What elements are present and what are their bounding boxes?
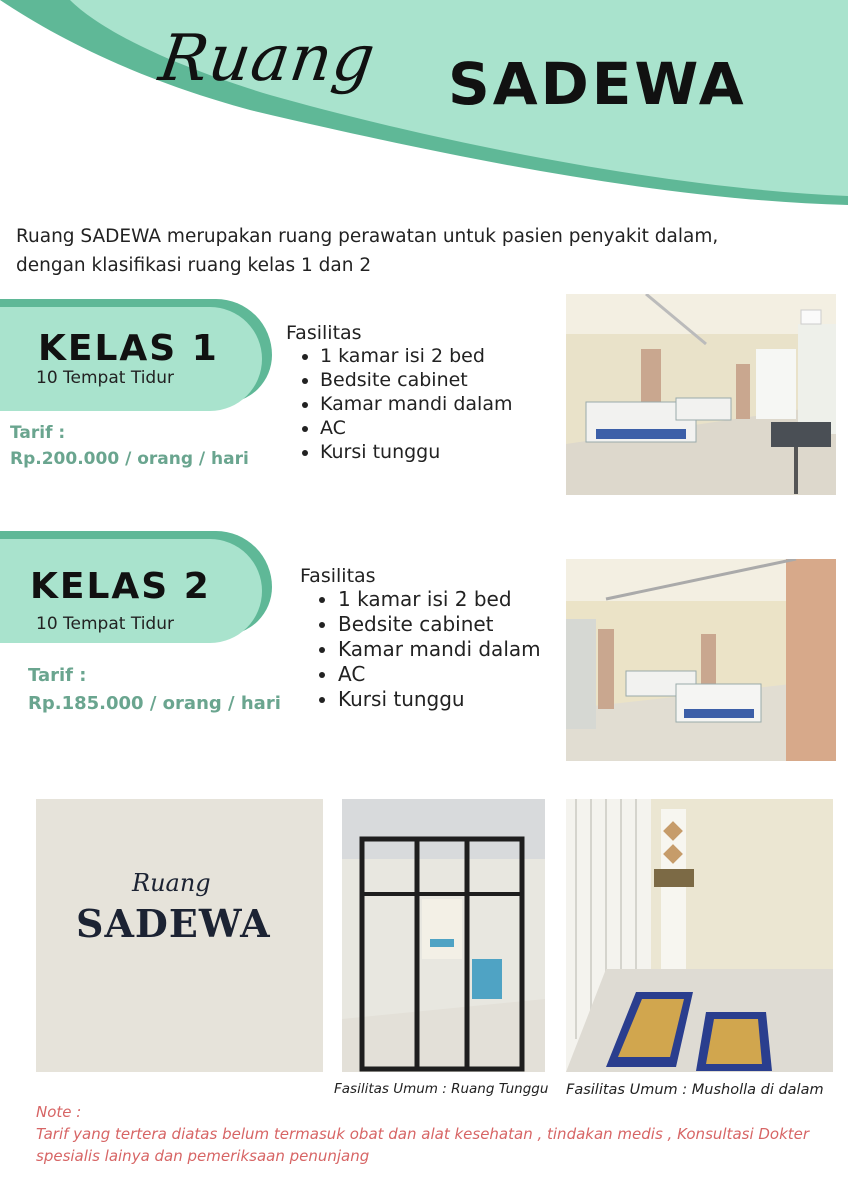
kelas1-title: KELAS 1 bbox=[38, 328, 219, 369]
list-item: • Kamar mandi dalam bbox=[338, 637, 541, 662]
intro-paragraph bbox=[16, 222, 816, 280]
kelas2-fasilitas bbox=[300, 565, 541, 712]
list-item: • Bedsite cabinet bbox=[338, 612, 541, 637]
note-section bbox=[36, 1101, 826, 1167]
musholla-photo bbox=[566, 799, 833, 1072]
sadewa-sign-photo bbox=[36, 799, 323, 1072]
kelas2-tarif-value: Rp.185.000 / orang / hari bbox=[28, 693, 281, 714]
kelas1-tarif-value: Rp.200.000 / orang / hari bbox=[10, 449, 249, 469]
kelas2-room-photo bbox=[566, 559, 836, 761]
list-item: • Kursi tunggu bbox=[338, 687, 541, 712]
kelas1-fasilitas-title: Fasilitas bbox=[286, 322, 362, 344]
kelas2-fasilitas-list bbox=[300, 587, 541, 712]
list-item: • AC bbox=[320, 416, 512, 440]
waiting-room-photo bbox=[342, 799, 545, 1072]
kelas1-tarif bbox=[10, 420, 249, 472]
kelas2-tarif bbox=[28, 662, 281, 718]
list-item: • Kamar mandi dalam bbox=[320, 392, 512, 416]
kelas2-tarif-label: Tarif : bbox=[28, 665, 87, 686]
caption-musholla: Fasilitas Umum : Musholla di dalam bbox=[566, 1082, 824, 1098]
kelas1-fasilitas-list bbox=[286, 344, 512, 464]
list-item: • Bedsite cabinet bbox=[320, 368, 512, 392]
sign-main-text: SADEWA bbox=[76, 901, 271, 946]
caption-waiting-room: Fasilitas Umum : Ruang Tunggu bbox=[334, 1081, 549, 1097]
note-text: Tarif yang tertera diatas belum termasuk obat dan alat kesehatan , tindakan medis , Konsultasi Dokter spesialis lainya dan pemeriksaan penunjang bbox=[36, 1125, 810, 1165]
header-main-title: SADEWA bbox=[448, 50, 747, 118]
list-item: • 1 kamar isi 2 bed bbox=[338, 587, 541, 612]
kelas2-title: KELAS 2 bbox=[30, 566, 211, 607]
kelas1-tarif-label: Tarif : bbox=[10, 423, 66, 443]
kelas1-fasilitas bbox=[286, 322, 512, 464]
kelas2-fasilitas-title: Fasilitas bbox=[300, 565, 376, 587]
kelas2-beds: 10 Tempat Tidur bbox=[36, 614, 174, 634]
intro-line-2: dengan klasifikasi ruang kelas 1 dan 2 bbox=[16, 255, 372, 276]
list-item: • 1 kamar isi 2 bed bbox=[320, 344, 512, 368]
intro-line-1: Ruang SADEWA merupakan ruang perawatan untuk pasien penyakit dalam, bbox=[16, 226, 719, 247]
kelas1-beds: 10 Tempat Tidur bbox=[36, 368, 174, 388]
list-item: • AC bbox=[338, 662, 541, 687]
sign-script-text: Ruang bbox=[132, 869, 211, 897]
note-label: Note : bbox=[36, 1103, 82, 1121]
list-item: • Kursi tunggu bbox=[320, 440, 512, 464]
kelas1-room-photo bbox=[566, 294, 836, 495]
header-script-title: Ruang bbox=[154, 22, 380, 96]
